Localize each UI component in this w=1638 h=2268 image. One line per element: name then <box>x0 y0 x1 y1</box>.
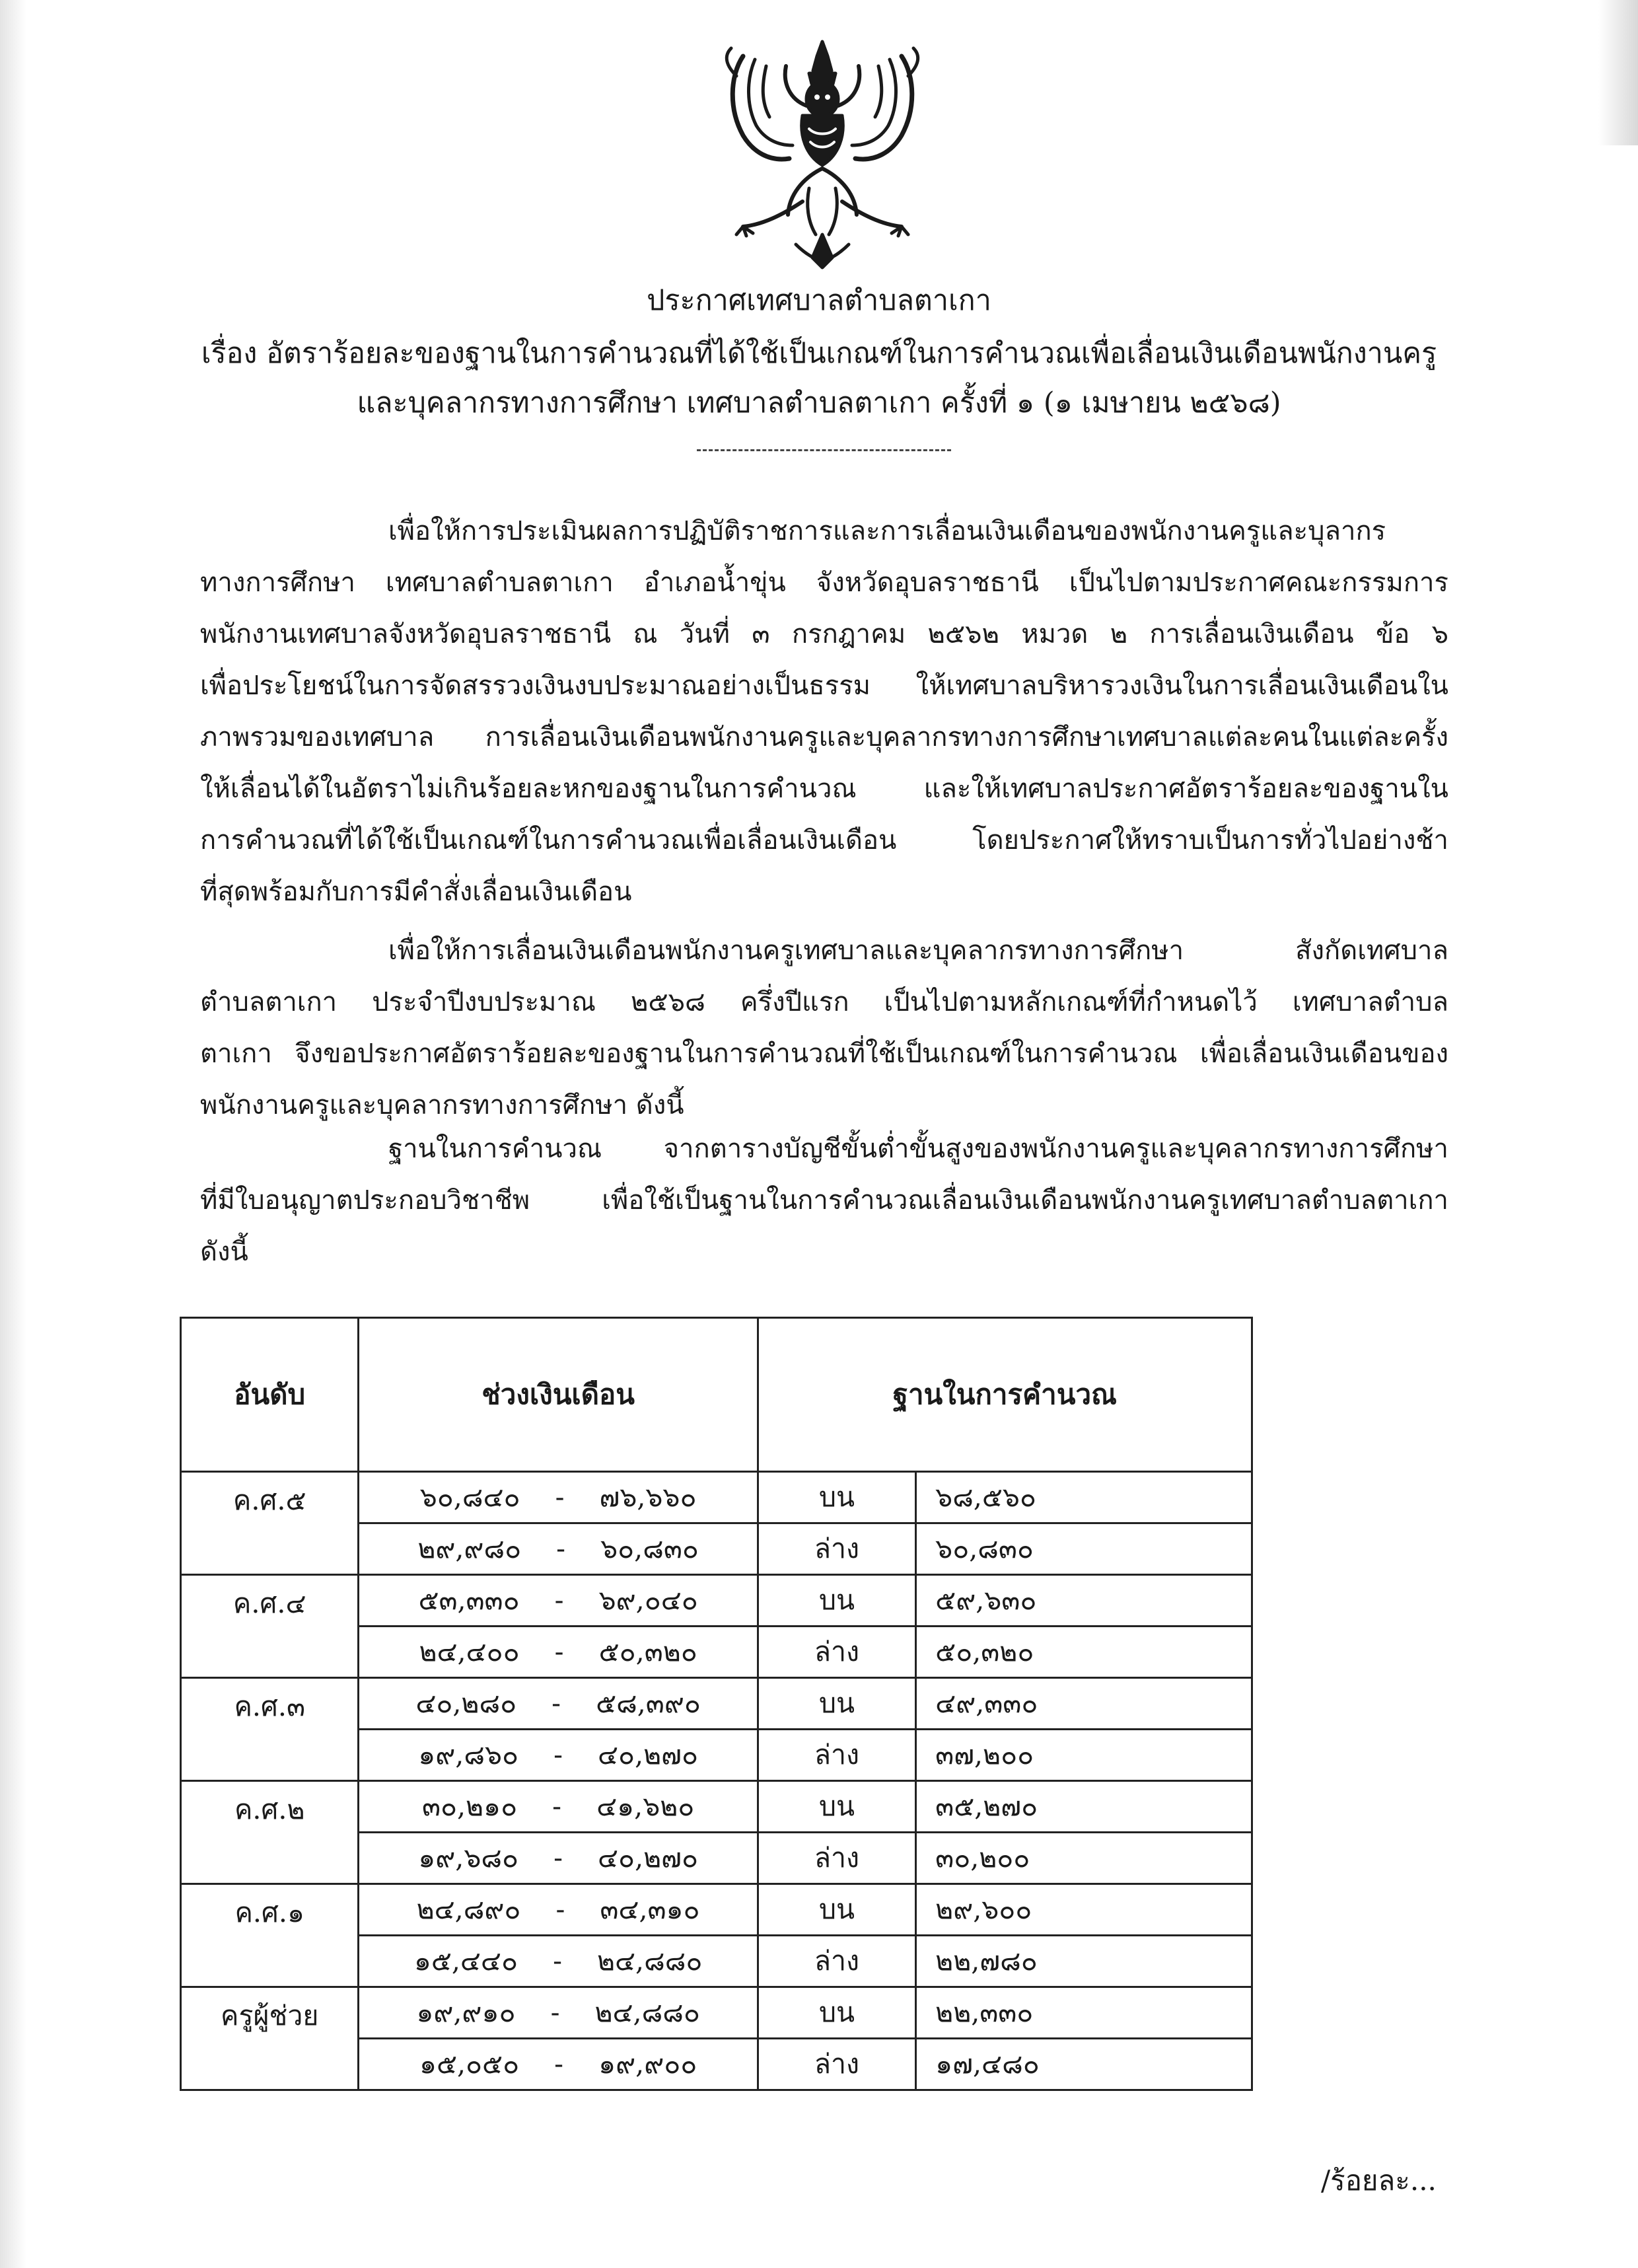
base-position: ล่าง <box>758 1936 915 1987</box>
range-separator: - <box>553 1945 562 1977</box>
salary-to: ๒๔,๘๘๐ <box>594 1996 700 2028</box>
paragraph-line: ภาพรวมของเทศบาล การเลื่อนเงินเดือนพนักงานครูและบุคลากรทางการศึกษาเทศบาลแต่ละคนในแต่ละครั้ง <box>200 722 1448 752</box>
calculation-base-value: ๑๗,๔๘๐ <box>916 2039 1252 2090</box>
paragraph-line: ที่มีใบอนุญาตประกอบวิชาชีพ เพื่อใช้เป็นฐานในการคำนวณเลื่อนเงินเดือนพนักงานครูเทศบาลตำบลตาเกา <box>200 1185 1448 1216</box>
table-row <box>181 1678 1252 1730</box>
salary-range <box>359 1627 758 1678</box>
calculation-base-value: ๓๐,๒๐๐ <box>916 1833 1252 1884</box>
paragraph-line: การคำนวณที่ได้ใช้เป็นเกณฑ์ในการคำนวณเพื่อเลื่อนเงินเดือน โดยประกาศให้ทราบเป็นการทั่วไปอย่างช้า <box>200 825 1448 856</box>
salary-from: ๑๙,๙๑๐ <box>416 1996 516 2028</box>
base-position: บน <box>758 1472 915 1523</box>
scan-edge-shadow <box>1598 0 1638 145</box>
paragraph-line: ให้เลื่อนได้ในอัตราไม่เกินร้อยละหกของฐานในการคำนวณ และให้เทศบาลประกาศอัตราร้อยละของฐานใน <box>200 774 1448 804</box>
announcement-subject: เรื่อง อัตราร้อยละของฐานในการคำนวณที่ได้ใช้เป็นเกณฑ์ในการคำนวณเพื่อเลื่อนเงินเดือนพนักงานครู <box>201 337 1437 370</box>
table-header-row <box>181 1318 1252 1472</box>
range-separator: - <box>553 1842 563 1874</box>
salary-to: ๔๐,๒๗๐ <box>598 1739 698 1771</box>
range-separator: - <box>554 1584 564 1616</box>
paragraph-line: เพื่อให้การเลื่อนเงินเดือนพนักงานครูเทศบาลและบุคลากรทางการศึกษา สังกัดเทศบาล <box>388 935 1448 966</box>
salary-to: ๑๙,๙๐๐ <box>598 2048 697 2080</box>
calculation-base-value: ๒๒,๗๘๐ <box>916 1936 1252 1987</box>
range-separator: - <box>554 1636 564 1667</box>
base-position: บน <box>758 1781 915 1833</box>
paragraph-line: เพื่อให้การประเมินผลการปฏิบัติราชการและการเลื่อนเงินเดือนของพนักงานครูและบุลากร <box>388 516 1386 546</box>
range-separator: - <box>556 1533 566 1564</box>
salary-to: ๒๔,๘๘๐ <box>597 1945 703 1977</box>
teacher-level: ค.ศ.๕ <box>181 1472 359 1575</box>
salary-from: ๓๐,๒๑๐ <box>421 1790 518 1822</box>
calculation-base-value: ๒๙,๖๐๐ <box>916 1884 1252 1936</box>
range-separator: - <box>553 1739 563 1771</box>
salary-range <box>359 1936 758 1987</box>
salary-range <box>359 1575 758 1627</box>
salary-base-table <box>180 1317 1253 2091</box>
salary-range <box>359 1678 758 1730</box>
calculation-base-value: ๔๙,๓๓๐ <box>916 1678 1252 1730</box>
calculation-base-value: ๓๕,๒๗๐ <box>916 1781 1252 1833</box>
salary-from: ๒๔,๔๐๐ <box>419 1636 520 1667</box>
table-row <box>181 1987 1252 2039</box>
paragraph-line: เพื่อประโยชน์ในการจัดสรรวงเงินงบประมาณอย่างเป็นธรรม ให้เทศบาลบริหารวงเงินในการเลื่อนเงินเดือนใน <box>200 671 1448 701</box>
table-row <box>181 1781 1252 1833</box>
announcement-subject-continued: และบุคลากรทางการศึกษา เทศบาลตำบลตาเกา ครั้งที่ ๑ (๑ เมษายน ๒๕๖๘) <box>357 386 1281 420</box>
dashed-separator <box>697 449 951 451</box>
range-separator: - <box>552 1790 562 1822</box>
salary-range <box>359 1987 758 2039</box>
calculation-base-value: ๕๐,๓๒๐ <box>916 1627 1252 1678</box>
continuation-marker: /ร้อยละ... <box>1321 2164 1437 2197</box>
range-separator: - <box>555 1481 565 1513</box>
range-separator: - <box>555 1893 565 1925</box>
teacher-level: ครูผู้ช่วย <box>181 1987 359 2090</box>
salary-to: ๕๘,๓๙๐ <box>596 1687 701 1719</box>
salary-from: ๑๕,๐๕๐ <box>419 2048 520 2080</box>
base-position: บน <box>758 1987 915 2039</box>
paragraph-line: ฐานในการคำนวณ จากตารางบัญชีขั้นต่ำขั้นสูงของพนักงานครูและบุคลากรทางการศึกษา <box>388 1134 1448 1164</box>
table-row <box>181 1884 1252 1936</box>
salary-to: ๓๔,๓๑๐ <box>600 1893 700 1925</box>
salary-from: ๖๐,๘๔๐ <box>419 1481 520 1513</box>
salary-range <box>359 2039 758 2090</box>
paragraph-line: พนักงานเทศบาลจังหวัดอุบลราชธานี ณ วันที่ ๓ กรกฎาคม ๒๕๖๒ หมวด ๒ การเลื่อนเงินเดือน ข้อ ๖ <box>200 619 1448 649</box>
announcement-title: ประกาศเทศบาลตำบลตาเกา <box>647 284 991 317</box>
paragraph-announcement <box>200 925 1448 1131</box>
paragraph-line: ตาเกา จึงขอประกาศอัตราร้อยละของฐานในการคำนวณที่ใช้เป็นเกณฑ์ในการคำนวณ เพื่อเลื่อนเงินเดือนของ <box>200 1039 1448 1069</box>
column-header-salary-range: ช่วงเงินเดือน <box>359 1318 758 1472</box>
calculation-base-value: ๒๒,๓๓๐ <box>916 1987 1252 2039</box>
range-separator: - <box>554 2048 564 2080</box>
base-position: บน <box>758 1575 915 1627</box>
paragraph-line: ดังนี้ <box>200 1237 248 1267</box>
range-separator: - <box>552 1687 561 1719</box>
base-position: บน <box>758 1678 915 1730</box>
calculation-base-value: ๖๐,๘๓๐ <box>916 1523 1252 1575</box>
paragraph-purpose <box>200 505 1448 918</box>
garuda-emblem <box>717 36 928 271</box>
teacher-level: ค.ศ.๓ <box>181 1678 359 1781</box>
salary-from: ๒๙,๙๘๐ <box>417 1533 522 1564</box>
salary-from: ๔๐,๒๘๐ <box>415 1687 517 1719</box>
salary-range <box>359 1833 758 1884</box>
table-row <box>181 1575 1252 1627</box>
salary-range <box>359 1730 758 1781</box>
base-position: ล่าง <box>758 1627 915 1678</box>
salary-range <box>359 1472 758 1523</box>
base-position: ล่าง <box>758 2039 915 2090</box>
base-position: ล่าง <box>758 1833 915 1884</box>
table-body <box>181 1472 1252 2090</box>
salary-range <box>359 1884 758 1936</box>
teacher-level: ค.ศ.๑ <box>181 1884 359 1987</box>
range-separator: - <box>550 1996 560 2028</box>
teacher-level: ค.ศ.๔ <box>181 1575 359 1678</box>
calculation-base-value: ๕๙,๖๓๐ <box>916 1575 1252 1627</box>
calculation-base-value: ๓๗,๒๐๐ <box>916 1730 1252 1781</box>
salary-to: ๔๐,๒๗๐ <box>598 1842 698 1874</box>
salary-from: ๒๔,๘๙๐ <box>416 1893 521 1925</box>
salary-from: ๑๕,๔๔๐ <box>413 1945 518 1977</box>
base-position: ล่าง <box>758 1523 915 1575</box>
base-position: ล่าง <box>758 1730 915 1781</box>
salary-to: ๗๖,๖๖๐ <box>599 1481 697 1513</box>
base-position: บน <box>758 1884 915 1936</box>
column-header-calculation-base: ฐานในการคำนวณ <box>758 1318 1252 1472</box>
calculation-base-value: ๖๘,๕๖๐ <box>916 1472 1252 1523</box>
paragraph-line: ตำบลตาเกา ประจำปีงบประมาณ ๒๕๖๘ ครึ่งปีแรก เป็นไปตามหลักเกณฑ์ที่กำหนดไว้ เทศบาลตำบล <box>200 987 1448 1017</box>
paragraph-line: พนักงานครูและบุคลากรทางการศึกษา ดังนี้ <box>200 1090 684 1120</box>
salary-to: ๕๐,๓๒๐ <box>598 1636 697 1667</box>
salary-to: ๔๑,๖๒๐ <box>596 1790 695 1822</box>
salary-from: ๑๙,๘๖๐ <box>418 1739 519 1771</box>
salary-from: ๑๙,๖๘๐ <box>418 1842 519 1874</box>
salary-range <box>359 1523 758 1575</box>
salary-to: ๖๙,๐๔๐ <box>598 1584 698 1616</box>
paragraph-line: ที่สุดพร้อมกับการมีคำสั่งเลื่อนเงินเดือน <box>200 877 632 907</box>
salary-range <box>359 1781 758 1833</box>
table-row <box>181 1472 1252 1523</box>
salary-to: ๖๐,๘๓๐ <box>600 1533 699 1564</box>
column-header-level: อันดับ <box>181 1318 359 1472</box>
teacher-level: ค.ศ.๒ <box>181 1781 359 1884</box>
paragraph-calculation-base <box>200 1123 1448 1278</box>
paragraph-line: ทางการศึกษา เทศบาลตำบลตาเกา อำเภอน้ำขุ่น จังหวัดอุบลราชธานี เป็นไปตามประกาศคณะกรรมการ <box>200 567 1448 598</box>
salary-from: ๕๓,๓๓๐ <box>418 1584 520 1616</box>
